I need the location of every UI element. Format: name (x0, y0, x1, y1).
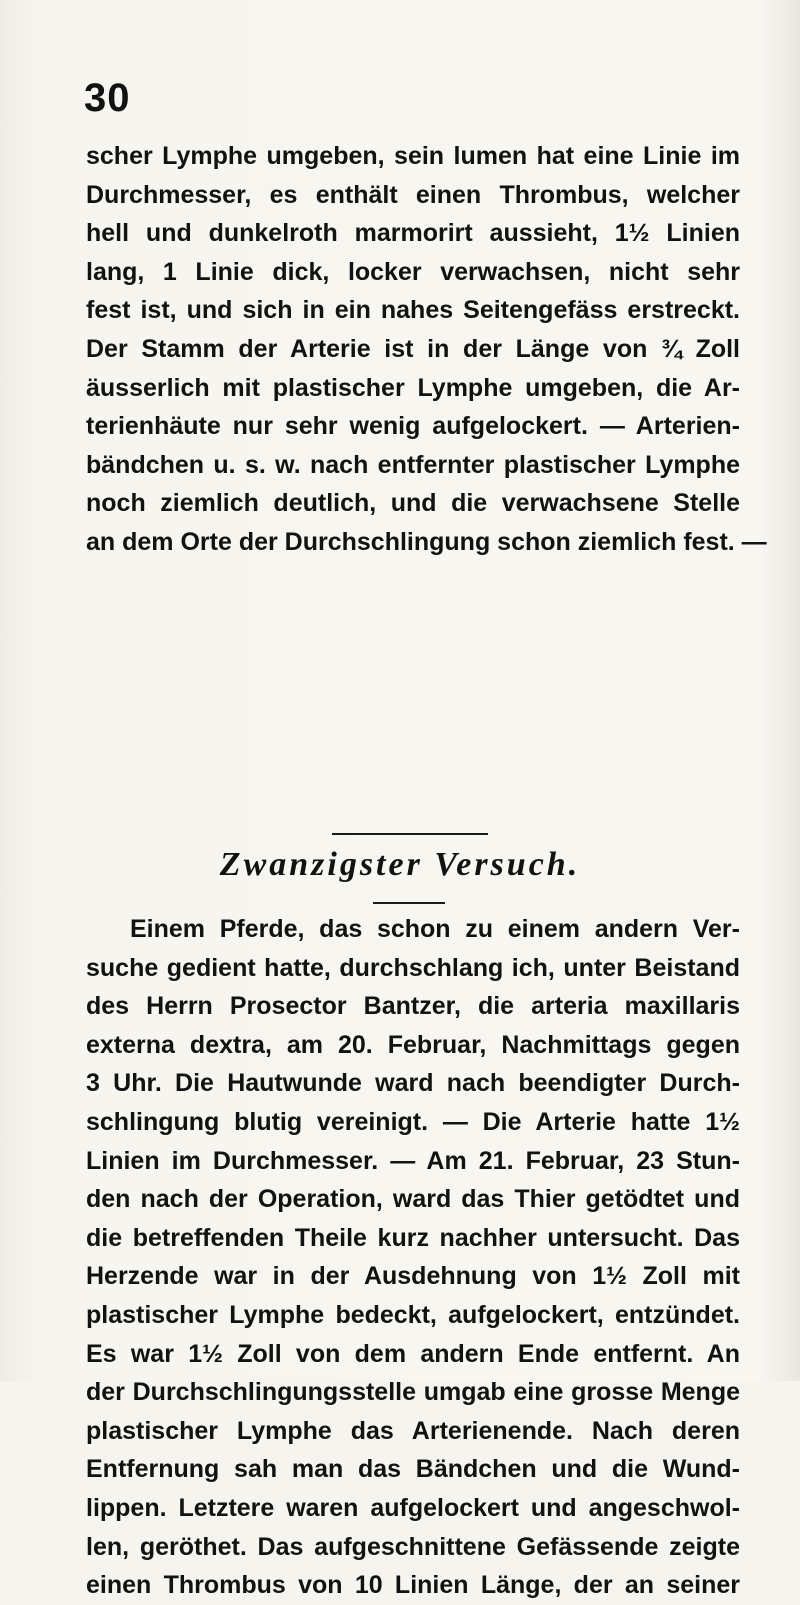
paragraph-experiment (86, 910, 740, 1605)
text-line: an dem Orte der Durchschlingung schon ziemlich fest. — (86, 527, 767, 556)
text-line: lang, 1 Linie dick, locker verwachsen, nicht sehr (86, 257, 740, 286)
text-line: Es war 1½ Zoll von dem andern Ende entfernt. An (86, 1339, 740, 1368)
text-line: externa dextra, am 20. Februar, Nachmittags gegen (86, 1030, 740, 1059)
text-line: der Durchschlingungsstelle umgab eine grosse Menge (86, 1378, 740, 1407)
text-line: äusserlich mit plastischer Lymphe umgeben, die Ar- (86, 373, 740, 402)
text-line: Durchmesser, es enthält einen Thrombus, welcher (86, 180, 740, 209)
section-divider-bottom (373, 902, 445, 904)
text-line: hell und dunkelroth marmorirt aussieht, 1½ Linien (86, 219, 740, 248)
text-line: Entfernung sah man das Bändchen und die Wund- (86, 1455, 740, 1484)
page-number: 30 (84, 76, 131, 120)
text-line: des Herrn Prosector Bantzer, die arteria maxillaris (86, 992, 740, 1021)
text-line: Der Stamm der Arterie ist in der Länge von ¾ Zoll (86, 334, 740, 363)
text-line: plastischer Lymphe das Arterienende. Nach deren (86, 1416, 740, 1445)
text-line: suche gedient hatte, durchschlang ich, unter Beistand (86, 953, 740, 982)
text-line: plastischer Lymphe bedeckt, aufgelockert, entzündet. (86, 1300, 740, 1329)
text-line: noch ziemlich deutlich, und die verwachsene Stelle (86, 489, 740, 518)
text-line: Linien im Durchmesser. — Am 21. Februar, 23 Stun- (86, 1146, 740, 1175)
text-line: Einem Pferde, das schon zu einem andern Ver- (130, 915, 740, 943)
paragraph-continued (86, 137, 767, 562)
text-line: schlingung blutig vereinigt. — Die Arterie hatte 1½ (86, 1107, 740, 1136)
text-line: bändchen u. s. w. nach entfernter plastischer Lymphe (86, 450, 740, 479)
text-line: len, geröthet. Das aufgeschnittene Gefässende zeigte (86, 1532, 740, 1561)
section-divider-top (332, 833, 488, 835)
text-line: lippen. Letztere waren aufgelockert und angeschwol- (86, 1493, 740, 1522)
text-line: 3 Uhr. Die Hautwunde ward nach beendigter Durch- (86, 1069, 740, 1098)
text-line: scher Lymphe umgeben, sein lumen hat eine Linie im (86, 142, 740, 170)
text-line: einen Thrombus von 10 Linien Länge, der an seiner (86, 1571, 740, 1600)
section-heading: Zwanzigster Versuch. (219, 846, 581, 883)
text-line: den nach der Operation, ward das Thier getödtet und (86, 1185, 740, 1214)
text-line: Herzende war in der Ausdehnung von 1½ Zoll mit (86, 1262, 740, 1291)
text-line: fest ist, und sich in ein nahes Seitengefäss erstreckt. (86, 296, 740, 325)
text-line: die betreffenden Theile kurz nachher untersucht. Das (86, 1223, 740, 1252)
text-line: terienhäute nur sehr wenig aufgelockert. — Arterien- (86, 412, 740, 441)
